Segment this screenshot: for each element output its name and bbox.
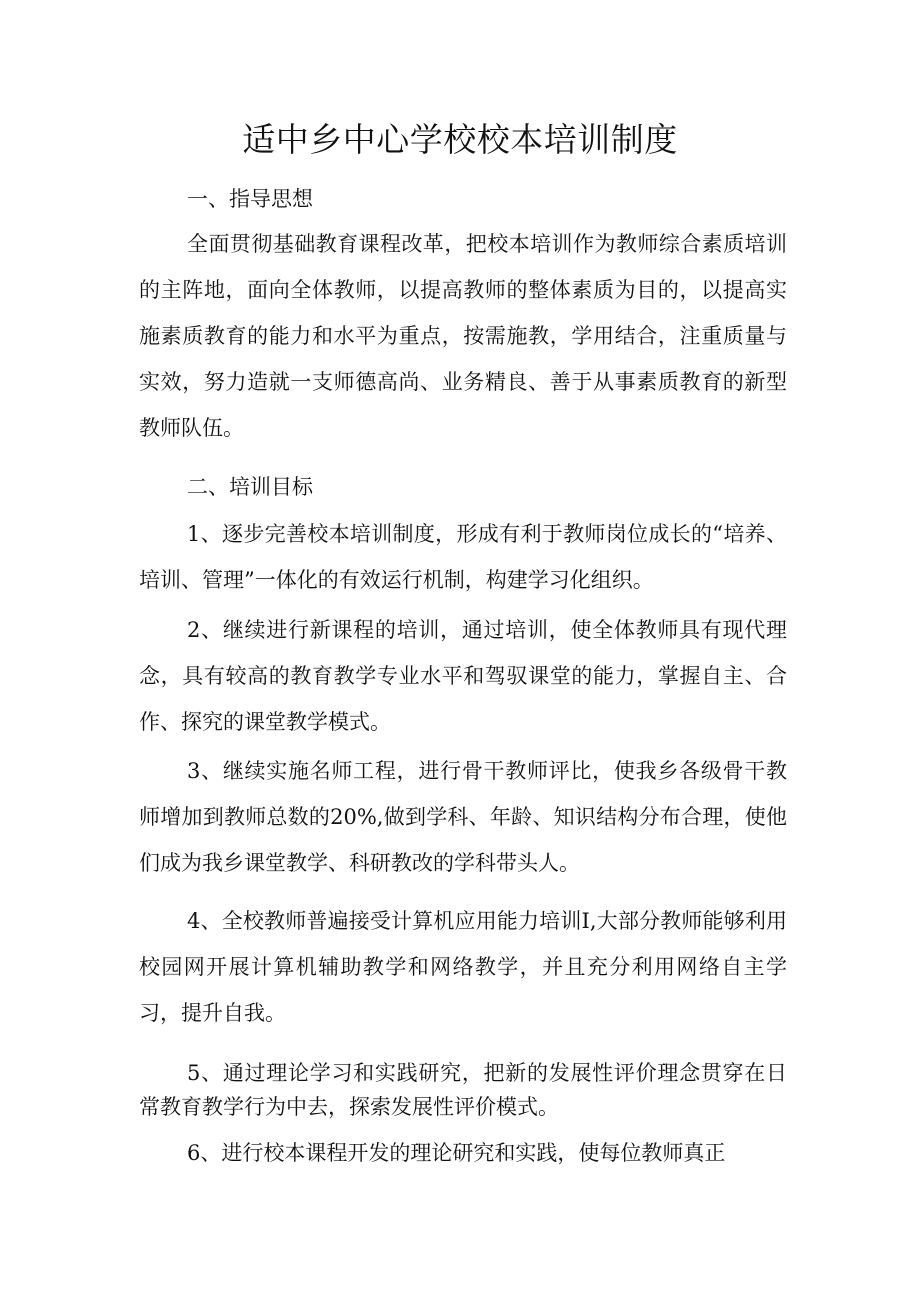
- paragraph-guiding-thought: 全面贯彻基础教育课程改革，把校本培训作为教师综合素质培训的主阵地，面向全体教师，以提高教师的整体素质为目的，以提高实施素质教育的能力和水平为重点，按需施教，学用结合，注重质量与实效，努力造就一支师德高尚、业务精良、善于从事素质教育的新型教师队伍。: [139, 232, 787, 440]
- goal-item-4: 4、全校教师普遍接受计算机应用能力培训I,大部分教师能够利用校园网开展计算机辅助教学和网络教学，并且充分利用网络自主学习，提升自我。: [139, 909, 787, 1025]
- section-heading-training-goals: 二、培训目标: [187, 475, 313, 499]
- goal-item-3: 3、继续实施名师工程，进行骨干教师评比，使我乡各级骨干教师增加到教师总数的20%,做到学科、年龄、知识结构分布合理，使他们成为我乡课堂教学、科研教改的学科带头人。: [139, 759, 787, 875]
- goal-item-1: 1、逐步完善校本培训制度，形成有利于教师岗位成长的“培养、培训、管理”一体化的有效运行机制，构建学习化组织。: [139, 522, 787, 592]
- goal-item-2: 2、继续进行新课程的培训，通过培训，使全体教师具有现代理念，具有较高的教育教学专业水平和驾驭课堂的能力，掌握自主、合作、探究的课堂教学模式。: [139, 618, 787, 734]
- section-heading-guiding-thought: 一、指导思想: [187, 187, 313, 211]
- document-title: 适中乡中心学校校本培训制度: [242, 120, 678, 159]
- goal-item-5: 5、通过理论学习和实践研究，把新的发展性评价理念贯穿在日常教育教学行为中去，探索发展性评价模式。: [139, 1061, 787, 1119]
- goal-item-6: 6、进行校本课程开发的理论研究和实践，使每位教师真正: [187, 1141, 726, 1165]
